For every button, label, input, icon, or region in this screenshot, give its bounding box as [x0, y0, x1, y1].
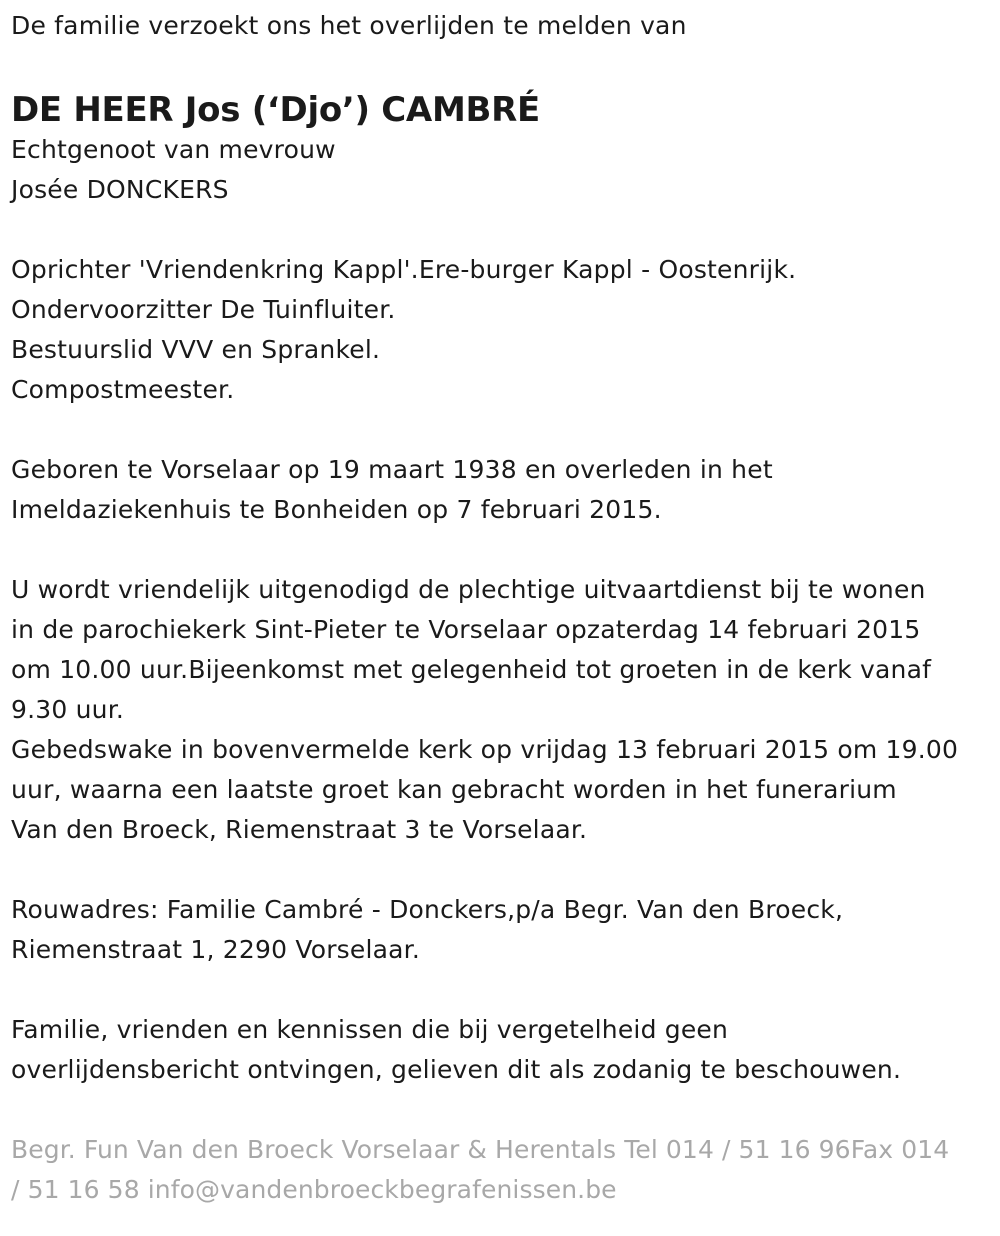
funeral-line: 9.30 uur.: [11, 695, 125, 724]
role-line: Compostmeester.: [11, 375, 235, 404]
funeral-block: [11, 570, 990, 850]
footer-line: Begr. Fun Van den Broeck Vorselaar & Herentals Tel 014 / 51 16 96Fax 014: [11, 1135, 950, 1164]
deceased-name: DE HEER Jos (‘Djo’) CAMBRÉ: [11, 90, 540, 130]
mourning-address-line: Riemenstraat 1, 2290 Vorselaar.: [11, 935, 420, 964]
birth-death-line: Geboren te Vorselaar op 19 maart 1938 en overleden in het: [11, 455, 773, 484]
mourning-address-line: Rouwadres: Familie Cambré - Donckers,p/a Begr. Van den Broeck,: [11, 895, 844, 924]
closing-note-line: overlijdensbericht ontvingen, gelieven dit als zodanig te beschouwen.: [11, 1055, 902, 1084]
funeral-line: Van den Broeck, Riemenstraat 3 te Vorselaar.: [11, 815, 588, 844]
mourning-address-block: [11, 890, 990, 970]
closing-note-line: Familie, vrienden en kennissen die bij vergetelheid geen: [11, 1015, 729, 1044]
closing-note-block: [11, 1010, 990, 1090]
spouse-block: [11, 130, 990, 210]
funeral-line: om 10.00 uur.Bijeenkomst met gelegenheid tot groeten in de kerk vanaf: [11, 655, 932, 684]
spouse-name: Josée DONCKERS: [11, 175, 229, 204]
spouse-line: Echtgenoot van mevrouw: [11, 135, 336, 164]
birth-death-block: [11, 450, 990, 530]
roles-block: [11, 250, 990, 410]
role-line: Bestuurslid VVV en Sprankel.: [11, 335, 381, 364]
funeral-line: U wordt vriendelijk uitgenodigd de plechtige uitvaartdienst bij te wonen: [11, 575, 926, 604]
role-line: Oprichter 'Vriendenkring Kappl'.Ere-burger Kappl - Oostenrijk.: [11, 255, 797, 284]
obituary-notice: [0, 6, 1000, 1236]
funeral-home-footer: [11, 1130, 990, 1210]
funeral-line: in de parochiekerk Sint-Pieter te Vorselaar opzaterdag 14 februari 2015: [11, 615, 921, 644]
funeral-line: uur, waarna een laatste groet kan gebracht worden in het funerarium: [11, 775, 897, 804]
funeral-line: Gebedswake in bovenvermelde kerk op vrijdag 13 februari 2015 om 19.00: [11, 735, 959, 764]
role-line: Ondervoorzitter De Tuinfluiter.: [11, 295, 396, 324]
intro-text: De familie verzoekt ons het overlijden te melden van: [11, 11, 687, 40]
birth-death-line: Imeldaziekenhuis te Bonheiden op 7 februari 2015.: [11, 495, 662, 524]
footer-line: / 51 16 58 info@vandenbroeckbegrafenissen.be: [11, 1175, 617, 1204]
